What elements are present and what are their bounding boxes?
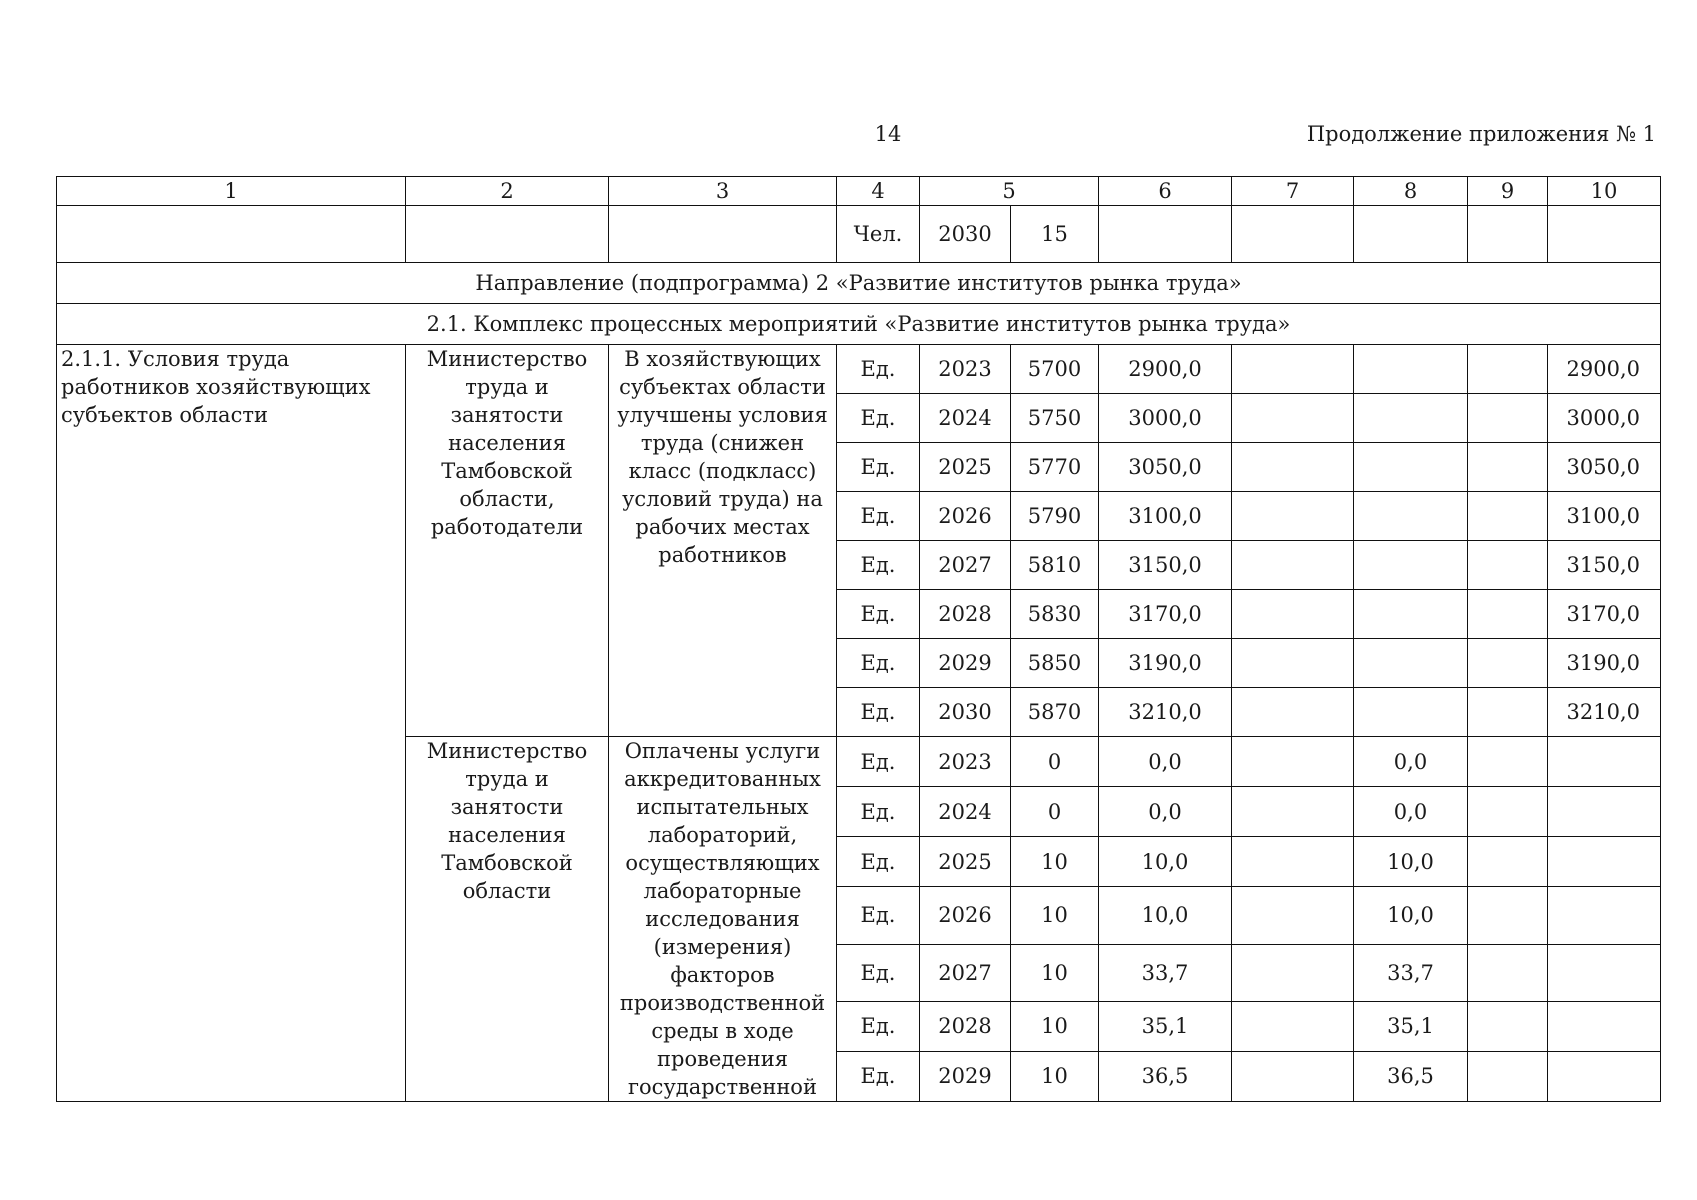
col8-cell: 0,0 xyxy=(1354,787,1468,837)
col8-cell xyxy=(1354,443,1468,492)
col9-cell xyxy=(1468,492,1548,541)
col10-cell: 3210,0 xyxy=(1548,688,1661,737)
col10-cell xyxy=(1548,944,1661,1001)
value-cell: 10 xyxy=(1011,837,1099,887)
executor-block2 xyxy=(406,737,609,1102)
col10-cell xyxy=(1548,1001,1661,1051)
year-cell: 2025 xyxy=(920,837,1011,887)
appendix-note: Продолжение приложения № 1 xyxy=(1306,122,1656,146)
carry-cell-8 xyxy=(1354,206,1468,263)
year-cell: 2027 xyxy=(920,541,1011,590)
executor-block1 xyxy=(406,345,609,737)
col10-cell: 2900,0 xyxy=(1548,345,1661,394)
col7-cell xyxy=(1232,394,1354,443)
carry-cell-2 xyxy=(406,206,609,263)
total-cell: 3050,0 xyxy=(1099,443,1232,492)
col10-cell xyxy=(1548,887,1661,944)
col9-cell xyxy=(1468,944,1548,1001)
col8-cell: 10,0 xyxy=(1354,837,1468,887)
carry-unit: Чел. xyxy=(837,206,920,263)
col10-cell: 3190,0 xyxy=(1548,639,1661,688)
unit-cell: Ед. xyxy=(837,688,920,737)
column-number-5: 5 xyxy=(920,177,1099,206)
col8-cell: 33,7 xyxy=(1354,944,1468,1001)
unit-cell: Ед. xyxy=(837,1001,920,1051)
column-number-2: 2 xyxy=(406,177,609,206)
value-cell: 5790 xyxy=(1011,492,1099,541)
col10-cell: 3000,0 xyxy=(1548,394,1661,443)
unit-cell: Ед. xyxy=(837,541,920,590)
value-cell: 10 xyxy=(1011,944,1099,1001)
col8-cell xyxy=(1354,590,1468,639)
col9-cell xyxy=(1468,443,1548,492)
col9-cell xyxy=(1468,394,1548,443)
carry-year: 2030 xyxy=(920,206,1011,263)
section-direction-row xyxy=(57,263,1661,304)
value-cell: 10 xyxy=(1011,1051,1099,1101)
total-cell: 3000,0 xyxy=(1099,394,1232,443)
year-cell: 2023 xyxy=(920,345,1011,394)
total-cell: 3100,0 xyxy=(1099,492,1232,541)
program-table xyxy=(56,176,1661,1102)
col9-cell xyxy=(1468,837,1548,887)
year-cell: 2030 xyxy=(920,688,1011,737)
value-cell: 10 xyxy=(1011,887,1099,944)
col10-cell: 3170,0 xyxy=(1548,590,1661,639)
col8-cell: 10,0 xyxy=(1354,887,1468,944)
result-block1-text: В хозяйствующих субъектах области улучшены условия труда (снижен класс (подкласс) условий труда) на рабочих местах работников xyxy=(617,347,828,567)
col7-cell xyxy=(1232,737,1354,787)
value-cell: 5750 xyxy=(1011,394,1099,443)
value-cell: 5850 xyxy=(1011,639,1099,688)
unit-cell: Ед. xyxy=(837,1051,920,1101)
unit-cell: Ед. xyxy=(837,639,920,688)
total-cell: 0,0 xyxy=(1099,787,1232,837)
year-cell: 2023 xyxy=(920,737,1011,787)
col9-cell xyxy=(1468,688,1548,737)
executor-block2-text: Министерство труда и занятости населения Тамбовской области xyxy=(426,739,588,903)
unit-cell: Ед. xyxy=(837,944,920,1001)
total-cell: 10,0 xyxy=(1099,837,1232,887)
col7-cell xyxy=(1232,590,1354,639)
col7-cell xyxy=(1232,639,1354,688)
column-number-10: 10 xyxy=(1548,177,1661,206)
total-cell: 33,7 xyxy=(1099,944,1232,1001)
col8-cell xyxy=(1354,492,1468,541)
section-complex-row xyxy=(57,304,1661,345)
value-cell: 5810 xyxy=(1011,541,1099,590)
col7-cell xyxy=(1232,1001,1354,1051)
year-cell: 2024 xyxy=(920,394,1011,443)
total-cell: 3190,0 xyxy=(1099,639,1232,688)
year-cell: 2029 xyxy=(920,1051,1011,1101)
executor-block1-text: Министерство труда и занятости населения Тамбовской области, работодатели xyxy=(426,347,588,539)
col9-cell xyxy=(1468,345,1548,394)
unit-cell: Ед. xyxy=(837,443,920,492)
col7-cell xyxy=(1232,688,1354,737)
col9-cell xyxy=(1468,1051,1548,1101)
col10-cell xyxy=(1548,737,1661,787)
unit-cell: Ед. xyxy=(837,737,920,787)
unit-cell: Ед. xyxy=(837,590,920,639)
col8-cell: 35,1 xyxy=(1354,1001,1468,1051)
unit-cell: Ед. xyxy=(837,345,920,394)
column-number-8: 8 xyxy=(1354,177,1468,206)
table-row xyxy=(57,345,1661,394)
column-number-6: 6 xyxy=(1099,177,1232,206)
column-number-7: 7 xyxy=(1232,177,1354,206)
result-block1 xyxy=(609,345,837,737)
result-block2 xyxy=(609,737,837,1102)
year-cell: 2024 xyxy=(920,787,1011,837)
col7-cell xyxy=(1232,492,1354,541)
total-cell: 10,0 xyxy=(1099,887,1232,944)
total-cell: 3150,0 xyxy=(1099,541,1232,590)
col10-cell xyxy=(1548,787,1661,837)
carry-cell-3 xyxy=(609,206,837,263)
col7-cell xyxy=(1232,541,1354,590)
col8-cell xyxy=(1354,639,1468,688)
unit-cell: Ед. xyxy=(837,492,920,541)
year-cell: 2027 xyxy=(920,944,1011,1001)
column-number-row xyxy=(57,177,1661,206)
column-number-9: 9 xyxy=(1468,177,1548,206)
col9-cell xyxy=(1468,541,1548,590)
col9-cell xyxy=(1468,887,1548,944)
section-direction-title: Направление (подпрограмма) 2 «Развитие институтов рынка труда» xyxy=(57,263,1661,304)
carry-cell-7 xyxy=(1232,206,1354,263)
total-cell: 35,1 xyxy=(1099,1001,1232,1051)
year-cell: 2029 xyxy=(920,639,1011,688)
col10-cell: 3050,0 xyxy=(1548,443,1661,492)
col7-cell xyxy=(1232,787,1354,837)
total-cell: 2900,0 xyxy=(1099,345,1232,394)
col7-cell xyxy=(1232,887,1354,944)
value-cell: 10 xyxy=(1011,1001,1099,1051)
total-cell: 36,5 xyxy=(1099,1051,1232,1101)
total-cell: 0,0 xyxy=(1099,737,1232,787)
unit-cell: Ед. xyxy=(837,394,920,443)
result-block2-text: Оплачены услуги аккредитованных испытательных лабораторий, осуществляющих лабораторные исследования (измерения) факторов производственной среды в ходе проведения государственной xyxy=(619,739,826,1099)
column-number-4: 4 xyxy=(837,177,920,206)
carry-cell-10 xyxy=(1548,206,1661,263)
col9-cell xyxy=(1468,590,1548,639)
col9-cell xyxy=(1468,1001,1548,1051)
value-cell: 5870 xyxy=(1011,688,1099,737)
carry-cell-6 xyxy=(1099,206,1232,263)
section-complex-title: 2.1. Комплекс процессных мероприятий «Развитие институтов рынка труда» xyxy=(57,304,1661,345)
col8-cell xyxy=(1354,394,1468,443)
carry-over-row xyxy=(57,206,1661,263)
col10-cell: 3100,0 xyxy=(1548,492,1661,541)
total-cell: 3170,0 xyxy=(1099,590,1232,639)
col9-cell xyxy=(1468,737,1548,787)
col7-cell xyxy=(1232,345,1354,394)
column-number-3: 3 xyxy=(609,177,837,206)
year-cell: 2028 xyxy=(920,1001,1011,1051)
unit-cell: Ед. xyxy=(837,787,920,837)
carry-cell-9 xyxy=(1468,206,1548,263)
carry-value: 15 xyxy=(1011,206,1099,263)
column-number-1: 1 xyxy=(57,177,406,206)
value-cell: 5770 xyxy=(1011,443,1099,492)
col10-cell xyxy=(1548,837,1661,887)
col8-cell xyxy=(1354,345,1468,394)
col10-cell xyxy=(1548,1051,1661,1101)
col7-cell xyxy=(1232,944,1354,1001)
col10-cell: 3150,0 xyxy=(1548,541,1661,590)
year-cell: 2026 xyxy=(920,492,1011,541)
col7-cell xyxy=(1232,837,1354,887)
unit-cell: Ед. xyxy=(837,887,920,944)
value-cell: 0 xyxy=(1011,737,1099,787)
col8-cell: 0,0 xyxy=(1354,737,1468,787)
value-cell: 5830 xyxy=(1011,590,1099,639)
measure-name xyxy=(57,345,406,1102)
carry-cell-1 xyxy=(57,206,406,263)
measure-name-text: 2.1.1. Условия труда работников хозяйствующих субъектов области xyxy=(61,347,371,427)
col9-cell xyxy=(1468,639,1548,688)
col7-cell xyxy=(1232,1051,1354,1101)
col8-cell xyxy=(1354,688,1468,737)
col7-cell xyxy=(1232,443,1354,492)
total-cell: 3210,0 xyxy=(1099,688,1232,737)
col9-cell xyxy=(1468,787,1548,837)
col8-cell: 36,5 xyxy=(1354,1051,1468,1101)
year-cell: 2028 xyxy=(920,590,1011,639)
year-cell: 2025 xyxy=(920,443,1011,492)
value-cell: 5700 xyxy=(1011,345,1099,394)
col8-cell xyxy=(1354,541,1468,590)
value-cell: 0 xyxy=(1011,787,1099,837)
unit-cell: Ед. xyxy=(837,837,920,887)
page-number: 14 xyxy=(874,122,902,146)
year-cell: 2026 xyxy=(920,887,1011,944)
